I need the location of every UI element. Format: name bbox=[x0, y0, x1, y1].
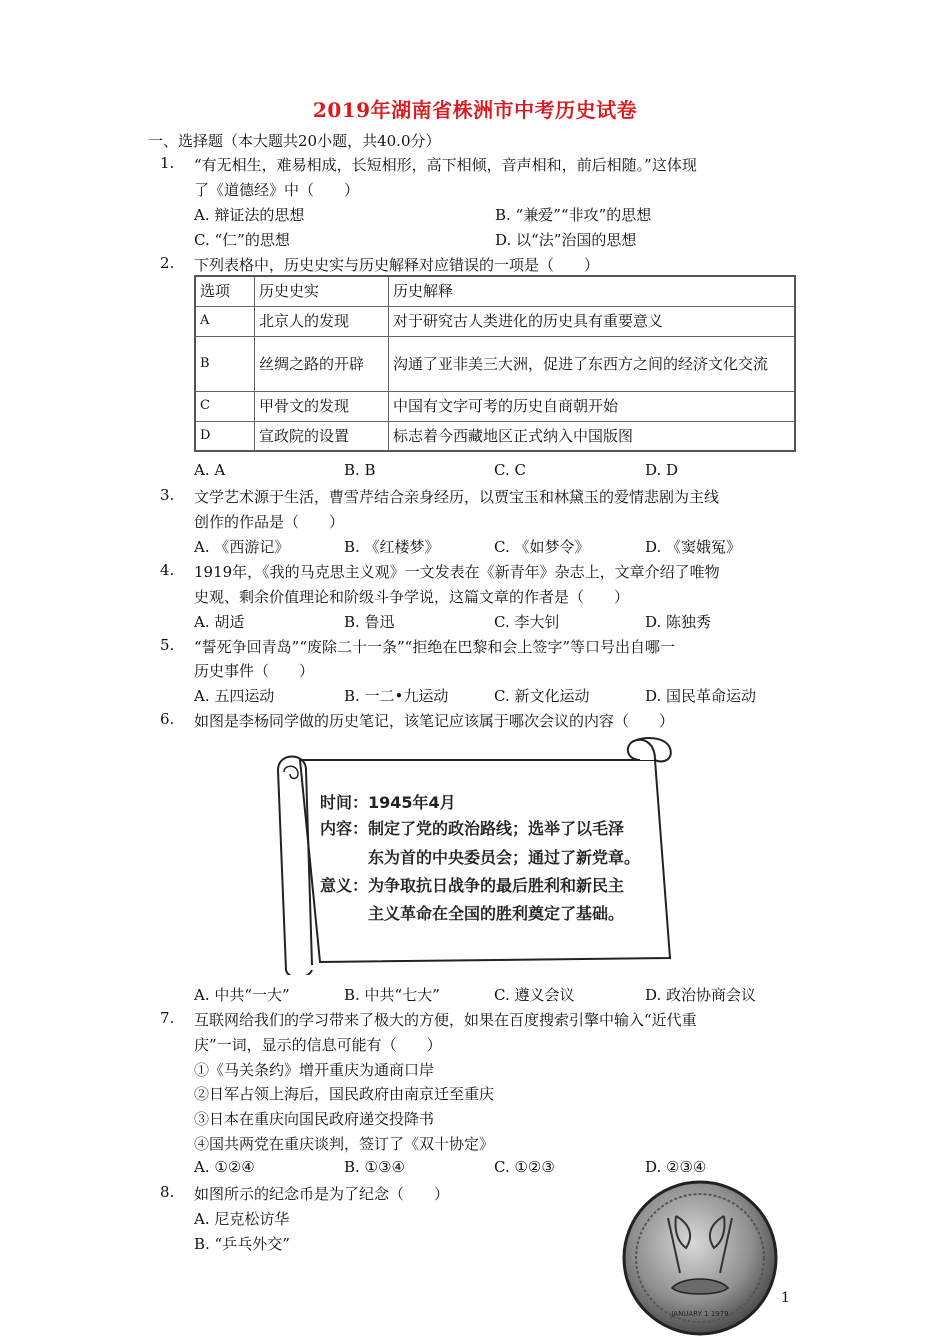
q5-option-d[interactable]: D. 国民革命运动 bbox=[645, 687, 757, 705]
note-line-time: 时间：1945年4月 bbox=[320, 793, 456, 812]
q3-stem-line1: 文学艺术源于生活，曹雪芹结合亲身经历，以贾宝玉和林黛玉的爱情悲剧为主线 bbox=[194, 488, 720, 506]
q5-option-c[interactable]: C. 新文化运动 bbox=[494, 687, 590, 705]
q1-option-b[interactable]: B. “兼爱”“非攻”的思想 bbox=[495, 206, 652, 224]
q6-stem-line1: 如图是李杨同学做的历史笔记，该笔记应该属于哪次会议的内容（ ） bbox=[194, 712, 675, 730]
q6-option-b[interactable]: B. 中共“七大” bbox=[344, 986, 440, 1004]
q4-option-d[interactable]: D. 陈独秀 bbox=[645, 613, 712, 631]
section-heading: 一、选择题（本大题共20小题，共40.0分） bbox=[148, 132, 441, 150]
q4-stem-line1: 1919年，《我的马克思主义观》一文发表在《新青年》杂志上，文章介绍了唯物 bbox=[194, 563, 720, 581]
q5-option-b[interactable]: B. 一二•九运动 bbox=[344, 687, 449, 705]
note-line-content-1: 内容：制定了党的政治路线；选举了以毛泽 bbox=[320, 819, 625, 838]
q3-option-d[interactable]: D. 《窦娥冤》 bbox=[645, 538, 742, 556]
table-cell: 甲骨文的发现 bbox=[255, 391, 389, 421]
q5-stem-line2: 历史事件（ ） bbox=[194, 662, 315, 680]
q4-option-a[interactable]: A. 胡适 bbox=[194, 613, 245, 631]
q6-number: 6. bbox=[160, 710, 175, 728]
table-cell: 标志着今西藏地区正式纳入中国版图 bbox=[389, 421, 796, 451]
q2-option-c[interactable]: C. C bbox=[494, 461, 526, 479]
q2-option-d[interactable]: D. D bbox=[645, 461, 679, 479]
q6-option-c[interactable]: C. 遵义会议 bbox=[494, 986, 575, 1004]
q8-number: 8. bbox=[160, 1183, 175, 1201]
q7-statement-3: ③日本在重庆向国民政府递交投降书 bbox=[194, 1110, 435, 1128]
q4-option-c[interactable]: C. 李大钊 bbox=[494, 613, 560, 631]
page-number: 1 bbox=[781, 1290, 790, 1306]
table-row bbox=[195, 336, 795, 391]
table-header-row bbox=[195, 276, 795, 306]
table-cell: B bbox=[195, 336, 255, 391]
q2-option-a[interactable]: A. A bbox=[194, 461, 226, 479]
table-row bbox=[195, 306, 795, 336]
table-cell: A bbox=[195, 306, 255, 336]
table-cell: 宣政院的设置 bbox=[255, 421, 389, 451]
q7-statement-2: ②日军占领上海后，国民政府由南京迁至重庆 bbox=[194, 1085, 495, 1103]
q3-option-c[interactable]: C. 《如梦令》 bbox=[494, 538, 590, 556]
table-header-cell: 历史史实 bbox=[255, 276, 389, 306]
q2-option-b[interactable]: B. B bbox=[344, 461, 376, 479]
table-cell: 丝绸之路的开辟 bbox=[255, 336, 389, 391]
q7-statement-1: ①《马关条约》增开重庆为通商口岸 bbox=[194, 1061, 435, 1079]
table-cell: 对于研究古人类进化的历史具有重要意义 bbox=[389, 306, 796, 336]
q1-option-a[interactable]: A. 辩证法的思想 bbox=[194, 206, 305, 224]
q3-number: 3. bbox=[160, 486, 175, 504]
q6-option-a[interactable]: A. 中共“一大” bbox=[194, 986, 290, 1004]
exam-title: 2019年湖南省株洲市中考历史试卷 bbox=[312, 98, 638, 122]
q8-option-a[interactable]: A. 尼克松访华 bbox=[194, 1210, 290, 1228]
q2-stem-line1: 下列表格中，历史史实与历史解释对应错误的一项是（ ） bbox=[194, 256, 600, 274]
q7-option-d[interactable]: D. ②③④ bbox=[645, 1158, 707, 1176]
table-header-cell: 历史解释 bbox=[389, 276, 796, 306]
table-header-cell: 选项 bbox=[195, 276, 255, 306]
note-line-content-2: 东为首的中央委员会；通过了新党章。 bbox=[368, 848, 641, 867]
q1-stem-line2: 了《道德经》中（ ） bbox=[194, 181, 360, 199]
table-cell: D bbox=[195, 421, 255, 451]
commemorative-coin-image bbox=[620, 1178, 780, 1338]
q4-number: 4. bbox=[160, 561, 175, 579]
q3-stem-line2: 创作的作品是（ ） bbox=[194, 513, 345, 531]
q1-option-d[interactable]: D. 以“法”治国的思想 bbox=[495, 231, 637, 249]
q1-stem-line1: “有无相生，难易相成，长短相形，高下相倾，音声相和，前后相随。”这体现 bbox=[194, 156, 697, 174]
q8-option-b[interactable]: B. “乒乓外交” bbox=[194, 1235, 290, 1253]
table-cell: 北京人的发现 bbox=[255, 306, 389, 336]
q1-option-c[interactable]: C. “仁”的思想 bbox=[194, 231, 290, 249]
q2-number: 2. bbox=[160, 254, 175, 272]
q5-number: 5. bbox=[160, 636, 175, 654]
q7-number: 7. bbox=[160, 1009, 175, 1027]
q1-number: 1. bbox=[160, 154, 175, 172]
history-table bbox=[194, 275, 796, 452]
note-line-meaning-1: 意义：为争取抗日战争的最后胜利和新民主 bbox=[320, 876, 625, 895]
q3-option-a[interactable]: A. 《西游记》 bbox=[194, 538, 290, 556]
q4-stem-line2: 史观、剩余价值理论和阶级斗争学说，这篇文章的作者是（ ） bbox=[194, 588, 630, 606]
q7-statement-4: ④国共两党在重庆谈判，签订了《双十协定》 bbox=[194, 1135, 495, 1153]
q5-stem-line1: “誓死争回青岛”“废除二十一条”“拒绝在巴黎和会上签字”等口号出自哪一 bbox=[194, 638, 676, 656]
table-row bbox=[195, 421, 795, 451]
table-cell: 沟通了亚非美三大洲，促进了东西方之间的经济文化交流 bbox=[389, 336, 796, 391]
q4-option-b[interactable]: B. 鲁迅 bbox=[344, 613, 395, 631]
q7-stem-line1: 互联网给我们的学习带来了极大的方便，如果在百度搜索引擎中输入“近代重 bbox=[194, 1011, 697, 1029]
table-cell: 中国有文字可考的历史自商朝开始 bbox=[389, 391, 796, 421]
q7-stem-line2: 庆”一词，显示的信息可能有（ ） bbox=[194, 1036, 442, 1054]
q7-option-a[interactable]: A. ①②④ bbox=[194, 1158, 255, 1176]
note-line-meaning-2: 主义革命在全国的胜利奠定了基础。 bbox=[368, 904, 625, 923]
q5-option-a[interactable]: A. 五四运动 bbox=[194, 687, 275, 705]
q3-option-b[interactable]: B. 《红楼梦》 bbox=[344, 538, 440, 556]
q7-option-b[interactable]: B. ①③④ bbox=[344, 1158, 405, 1176]
coin-date-text: JANUARY 1 1979 bbox=[671, 1310, 729, 1318]
table-row bbox=[195, 391, 795, 421]
q6-option-d[interactable]: D. 政治协商会议 bbox=[645, 986, 757, 1004]
q7-option-c[interactable]: C. ①②③ bbox=[494, 1158, 555, 1176]
q8-stem-line1: 如图所示的纪念币是为了纪念（ ） bbox=[194, 1185, 450, 1203]
table-cell: C bbox=[195, 391, 255, 421]
